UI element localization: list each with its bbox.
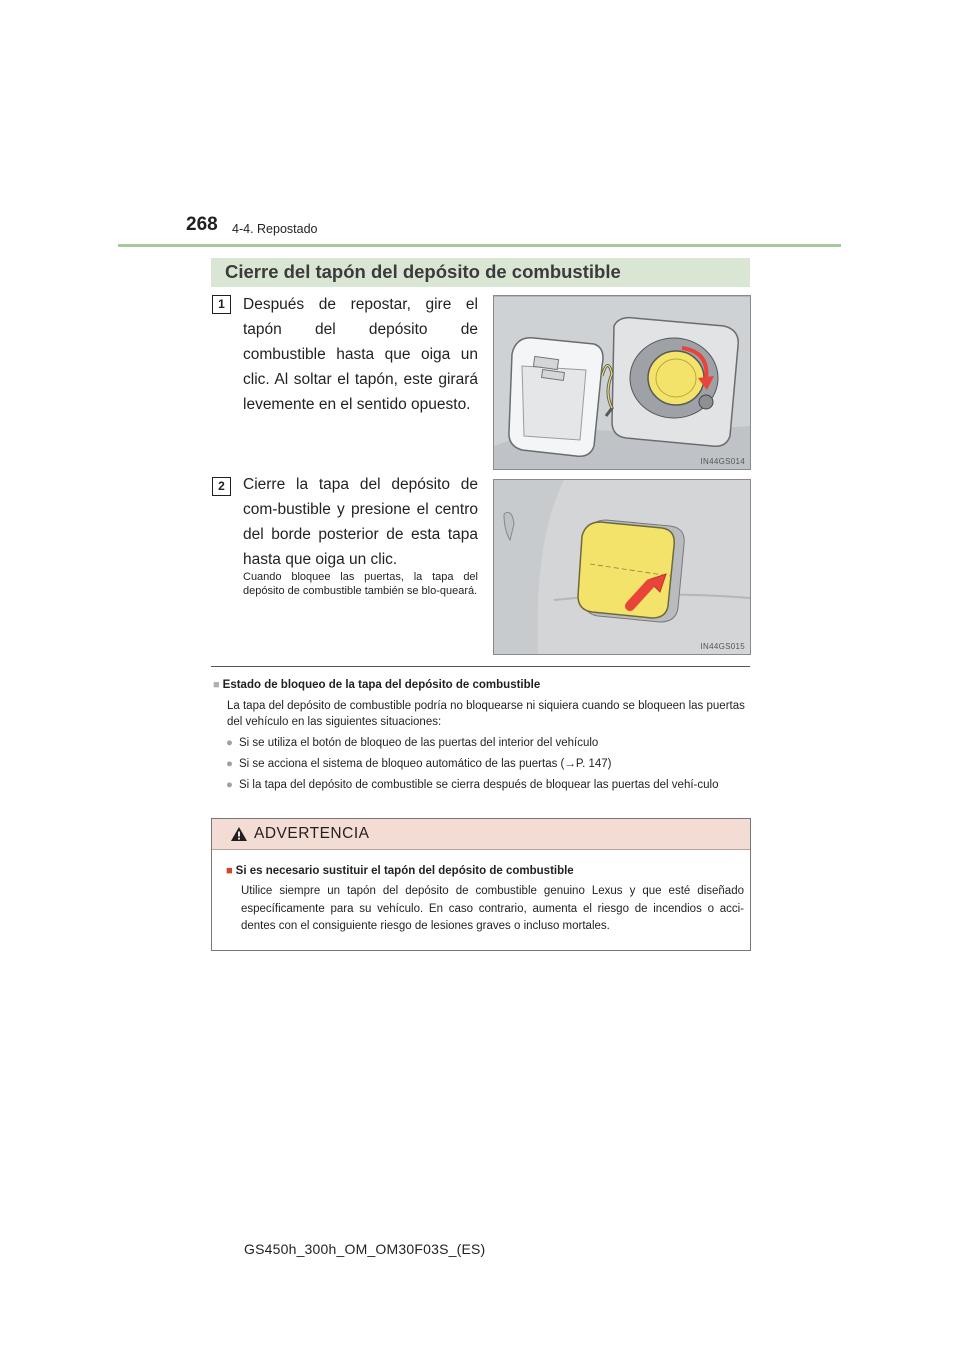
step-2-figure (493, 479, 751, 655)
step-2-number: 2 (212, 477, 231, 496)
warning-header (212, 819, 750, 850)
section-label: 4-4. Repostado (232, 222, 318, 236)
warning-heading-text: Si es necesario sustituir el tapón del depósito de combustible (235, 865, 574, 877)
info-bullet-3 (227, 777, 749, 793)
step-2-figure-code: IN44GS015 (700, 642, 745, 651)
warning-title: ADVERTENCIA (254, 825, 370, 842)
footer-code: GS450h_300h_OM_OM30F03S_(ES) (244, 1241, 486, 1257)
page-number: 268 (186, 214, 218, 235)
info-bullet-text: Si se utiliza el botón de bloqueo de las puertas del interior del vehículo (239, 737, 599, 749)
step-1-figure-code: IN44GS014 (700, 457, 745, 466)
info-heading-text: Estado de bloqueo de la tapa del depósito de combustible (222, 679, 541, 691)
info-bullet-text: Si la tapa del depósito de combustible se cierra después de bloquear las puertas del vehí-culo (239, 779, 719, 791)
section-title: Cierre del tapón del depósito de combustible (225, 261, 621, 282)
circle-bullet-icon: ● (226, 737, 233, 749)
info-body: La tapa del depósito de combustible podría no bloquearse ni siquiera cuando se bloqueen las puertas del vehículo en las siguientes situaciones: (227, 700, 745, 728)
step-1-text: Después de repostar, gire el tapón del depósito de combustible hasta que oiga un clic. Al soltar el tapón, este girará levemente en el sentido opuesto. (243, 296, 478, 413)
fuel-cap-illustration (494, 296, 750, 469)
step-2-text: Cierre la tapa del depósito de com-bustible y presione el centro del borde posterior de esta tapa hasta que oiga un clic. (243, 476, 478, 568)
warning-heading (226, 865, 574, 877)
step-1-number: 1 (212, 295, 231, 314)
info-bullet-text: Si se acciona el sistema de bloqueo automático de las puertas (→P. 147) (239, 758, 612, 770)
info-bullet-2 (227, 756, 749, 772)
step-1-figure (493, 295, 751, 470)
info-rule (211, 666, 750, 667)
info-heading (213, 679, 540, 691)
warning-triangle-icon (230, 826, 248, 842)
step-2-note: Cuando bloquee las puertas, la tapa del depósito de combustible también se blo-queará. (243, 571, 478, 597)
header-rule (118, 244, 841, 247)
info-bullet-1 (227, 735, 749, 751)
section-title-band (211, 258, 750, 287)
square-bullet-icon: ■ (226, 865, 233, 877)
warning-body: Utilice siempre un tapón del depósito de combustible genuino Lexus y que esté diseñado específicamente para su vehículo. En caso contrario, aumenta el riesgo de incendios o acci-dentes con el consiguiente riesgo de lesiones graves o incluso mortales. (241, 885, 744, 932)
fuel-door-illustration (494, 480, 750, 654)
warning-box (211, 818, 751, 951)
circle-bullet-icon: ● (226, 779, 233, 791)
circle-bullet-icon: ● (226, 758, 233, 770)
square-bullet-icon: ■ (213, 679, 220, 691)
